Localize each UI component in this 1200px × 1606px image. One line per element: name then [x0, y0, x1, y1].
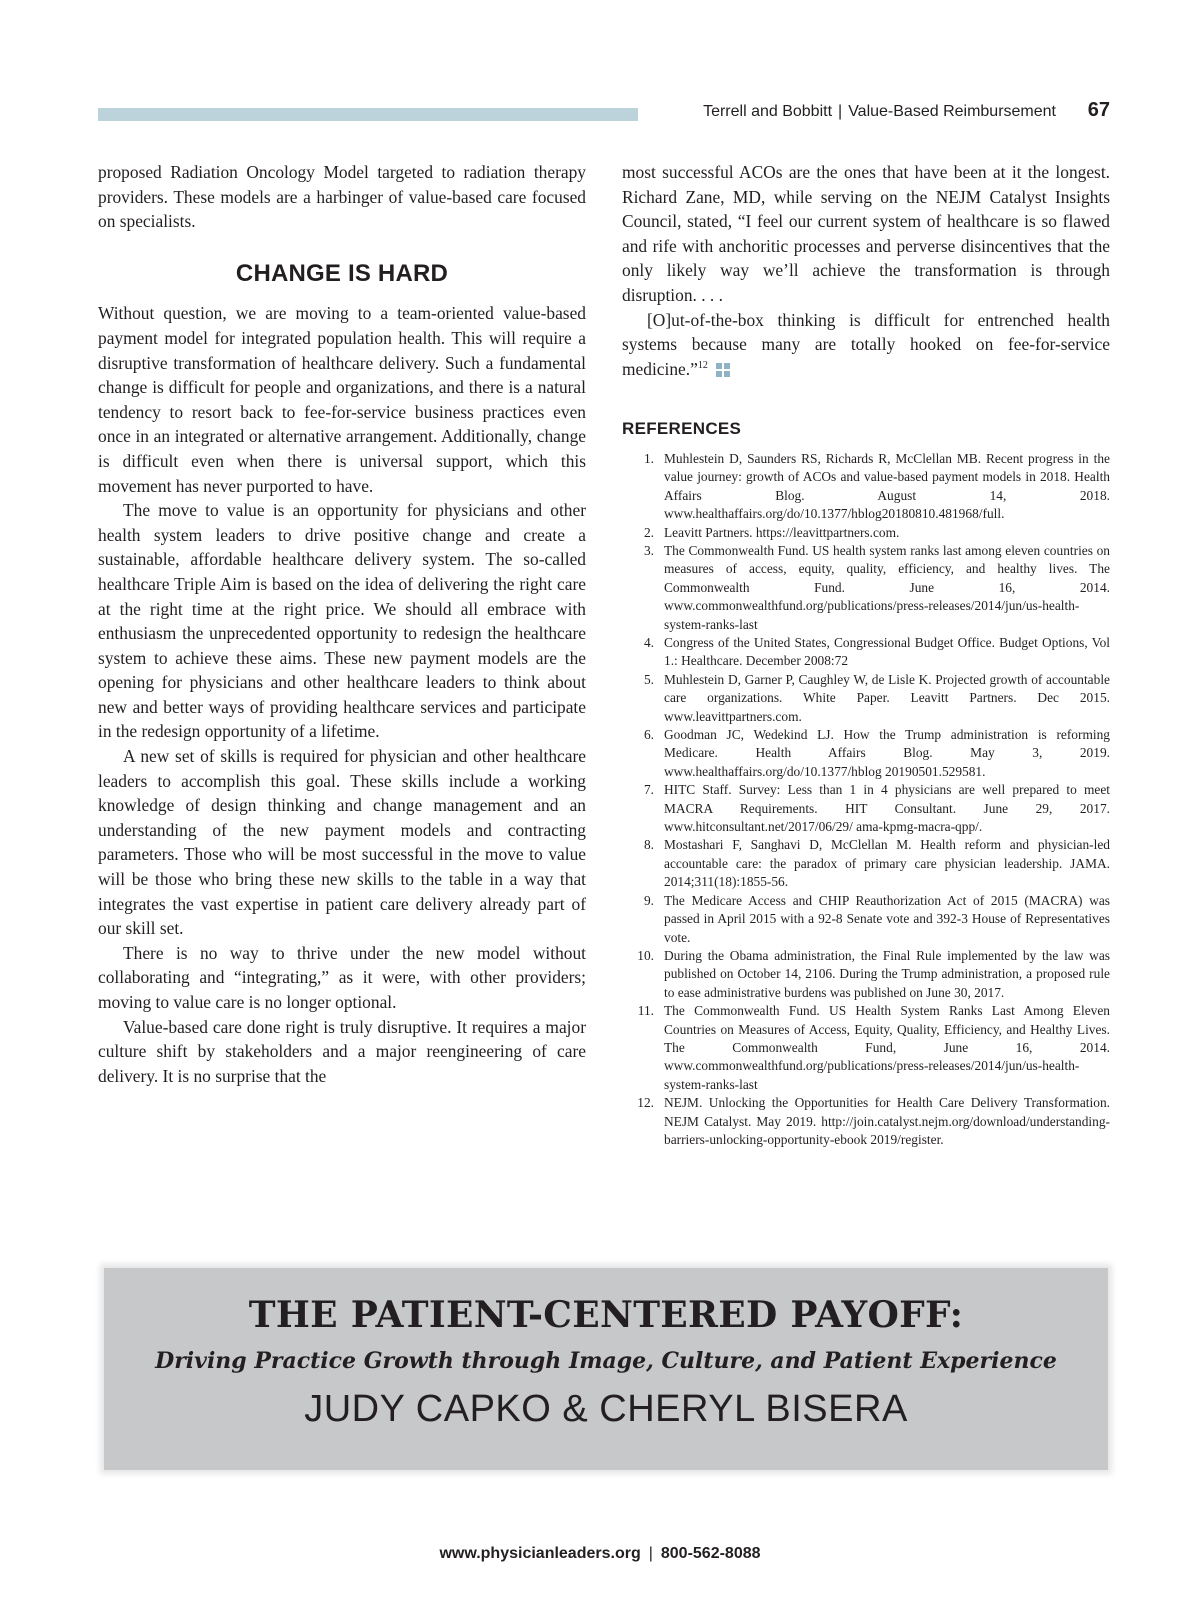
quote-paragraph-end: [622, 308, 1110, 382]
reference-number: 6.: [643, 727, 654, 743]
reference-text: The Commonwealth Fund. US health system ranks last among eleven countries on measures of access, equity, quality, efficiency, and healthy lives. The Commonwealth Fund. June 16, 2014. www.commonwealthfund.org/publications/press-releases/2014/jun/us-health-system-ranks-last: [664, 542, 1110, 632]
reference-number: 11.: [637, 1003, 654, 1019]
reference-number: 7.: [643, 782, 654, 798]
running-head-separator: |: [838, 103, 843, 120]
right-column: [622, 160, 1110, 1149]
running-head-authors: Terrell and Bobbitt: [703, 103, 833, 120]
ad-subtitle: Driving Practice Growth through Image, Culture, and Patient Experience: [155, 1348, 1057, 1374]
ad-authors: JUDY CAPKO & CHERYL BISERA: [304, 1388, 908, 1430]
reference-number: 5.: [643, 671, 654, 687]
reference-text: Mostashari F, Sanghavi D, McClellan M. Health reform and physician-led accountable care: the paradox of primary care physician leadership. JAMA. 2014;311(18):1855-56.: [664, 837, 1110, 890]
body-paragraph: Without question, we are moving to a team-oriented value-based payment model for integrated population health. This will require a disruptive transformation of healthcare delivery. Such a fundamental change is difficult for people and organizations, and there is a natural tendency to resort back to fee-for-service business practices even once in an integrated or alternative arrangement. Additionally, change is difficult even when there is universal support, which this movement has never purported to have.: [98, 303, 586, 496]
reference-text: NEJM. Unlocking the Opportunities for Health Care Delivery Transformation. NEJM Catalyst. May 2019. http://join.catalyst.nejm.org/download/understanding-barriers-unlocking-opportunity-ebook 2019/register.: [664, 1095, 1110, 1147]
reference-text: Muhlestein D, Saunders RS, Richards R, McClellan MB. Recent progress in the value journey: growth of ACOs and value-based payment models in 2018. Health Affairs Blog. August 14, 2018. www.healthaffairs.org/do/10.1377/hblog20180810.481968/full.: [664, 450, 1110, 522]
body-paragraph: There is no way to thrive under the new model without collaborating and “integrating,” as it were, with other providers; moving to value care is no longer optional.: [98, 942, 586, 1012]
reference-item: [622, 634, 1110, 671]
reference-item: [622, 542, 1110, 634]
reference-item: [622, 1094, 1110, 1149]
body-paragraph: The move to value is an opportunity for physicians and other health system leaders to drive positive change and create a sustainable, affordable healthcare delivery system. The so-called healthcare Triple Aim is based on the idea of delivering the right care at the right time at the right price. We should all embrace with enthusiasm the unprecedented opportunity to redesign the healthcare system to achieve these aims. These new payment models are the opening for physicians and other healthcare leaders to think about new and better ways of providing healthcare services and participate in the redesign opportunity of a lifetime.: [98, 500, 586, 742]
header-rule-bar: [98, 108, 638, 121]
reference-item: [622, 524, 1110, 542]
page-number: 67: [1087, 99, 1110, 121]
page-footer: [0, 1545, 1200, 1563]
reference-item: [622, 892, 1110, 947]
reference-number: 8.: [643, 837, 654, 853]
reference-number: 2.: [643, 524, 654, 540]
section-heading: CHANGE IS HARD: [235, 259, 449, 287]
reference-text: Goodman JC, Wedekind LJ. How the Trump administration is reforming Medicare. Health Affairs Blog. May 3, 2019. www.healthaffairs.org/do/10.1377/hblog 20190501.529581.: [664, 727, 1110, 779]
quote-paragraph: most successful ACOs are the ones that have been at it the longest. Richard Zane, MD, while serving on the NEJM Catalyst Insights Council, stated, “I feel our current system of healthcare is so flawed and rife with anchoritic processes and perverse disincentives that the only likely way we’ll achieve the transformation is through disruption. . . .: [622, 162, 1110, 305]
reference-item: [622, 836, 1110, 891]
reference-text: Muhlestein D, Garner P, Caughley W, de Lisle K. Projected growth of accountable care organizations. White Paper. Leavitt Partners. Dec 2015. www.leavittpartners.com.: [664, 671, 1110, 724]
reference-text: Leavitt Partners. https://leavittpartners.com.: [664, 524, 900, 540]
reference-text: HITC Staff. Survey: Less than 1 in 4 physicians are well prepared to meet MACRA Requirements. HIT Consultant. June 29, 2017. www.hitconsultant.net/2017/06/29/ ama-kpmg-macra-qpp/.: [664, 782, 1110, 835]
reference-text: The Commonwealth Fund. US Health System Ranks Last Among Eleven Countries on Measures of Access, Equity, Quality, Efficiency, and Healthy Lives. The Commonwealth Fund, June 16, 2014. www.commonwealthfund.org/publications/press-releases/2014/jun/us-health-system-ranks-last: [664, 1003, 1110, 1092]
intro-paragraph: proposed Radiation Oncology Model targeted to radiation therapy providers. These models are a harbinger of value-based care focused on specialists.: [98, 162, 586, 232]
footer-phone: 800-562-8088: [660, 1545, 761, 1562]
reference-number: 3.: [643, 542, 654, 558]
reference-text: The Medicare Access and CHIP Reauthorization Act of 2015 (MACRA) was passed in April 2015 with a 92-8 Senate vote and 392-3 House of Representatives vote.: [664, 892, 1110, 945]
footer-website-link[interactable]: www.physicianleaders.org: [439, 1545, 641, 1562]
reference-number: 12.: [637, 1095, 654, 1111]
reference-number: 4.: [643, 635, 654, 650]
reference-number: 9.: [643, 892, 654, 908]
footer-separator: |: [648, 1545, 653, 1562]
footnote-marker: 12: [697, 359, 708, 371]
running-head-title: Value-Based Reimbursement: [848, 103, 1056, 120]
reference-item: [622, 726, 1110, 781]
reference-number: 10.: [637, 947, 654, 963]
ad-title: THE PATIENT-CENTERED PAYOFF:: [248, 1294, 964, 1336]
references-list: [622, 450, 1110, 1149]
body-paragraph: A new set of skills is required for physician and other healthcare leaders to accomplish this goal. These skills include a working knowledge of design thinking and change management and an understanding of the new payment models and contracting parameters. Those who will be most successful in the move to value will be those who bring these new skills to the table in a way that integrates the vast expertise in patient care delivery already part of our skill set.: [98, 746, 586, 939]
running-head: [703, 103, 1056, 121]
reference-item: [622, 450, 1110, 524]
quote-text: [O]ut-of-the-box thinking is difficult for entrenched health systems because many are totally hooked on fee-for-service medicine.”: [622, 309, 1110, 379]
reference-number: 1.: [643, 450, 654, 466]
four-squares-icon: [716, 363, 730, 377]
reference-text: Congress of the United States, Congressional Budget Office. Budget Options, Vol 1.: Healthcare. December 2008:72: [664, 635, 1110, 669]
book-advertisement[interactable]: [104, 1268, 1108, 1470]
reference-item: [622, 781, 1110, 836]
reference-item: [622, 1002, 1110, 1094]
references-heading: REFERENCES: [622, 419, 742, 439]
reference-item: [622, 671, 1110, 726]
body-paragraph: Value-based care done right is truly disruptive. It requires a major culture shift by stakeholders and a major reengineering of care delivery. It is no surprise that the: [98, 1016, 586, 1086]
left-column: [98, 160, 586, 1088]
reference-text: During the Obama administration, the Final Rule implemented by the law was published on October 14, 2106. During the Trump administration, a proposed rule to ease administrative burdens was published on June 30, 2017.: [664, 947, 1110, 1000]
reference-item: [622, 947, 1110, 1002]
